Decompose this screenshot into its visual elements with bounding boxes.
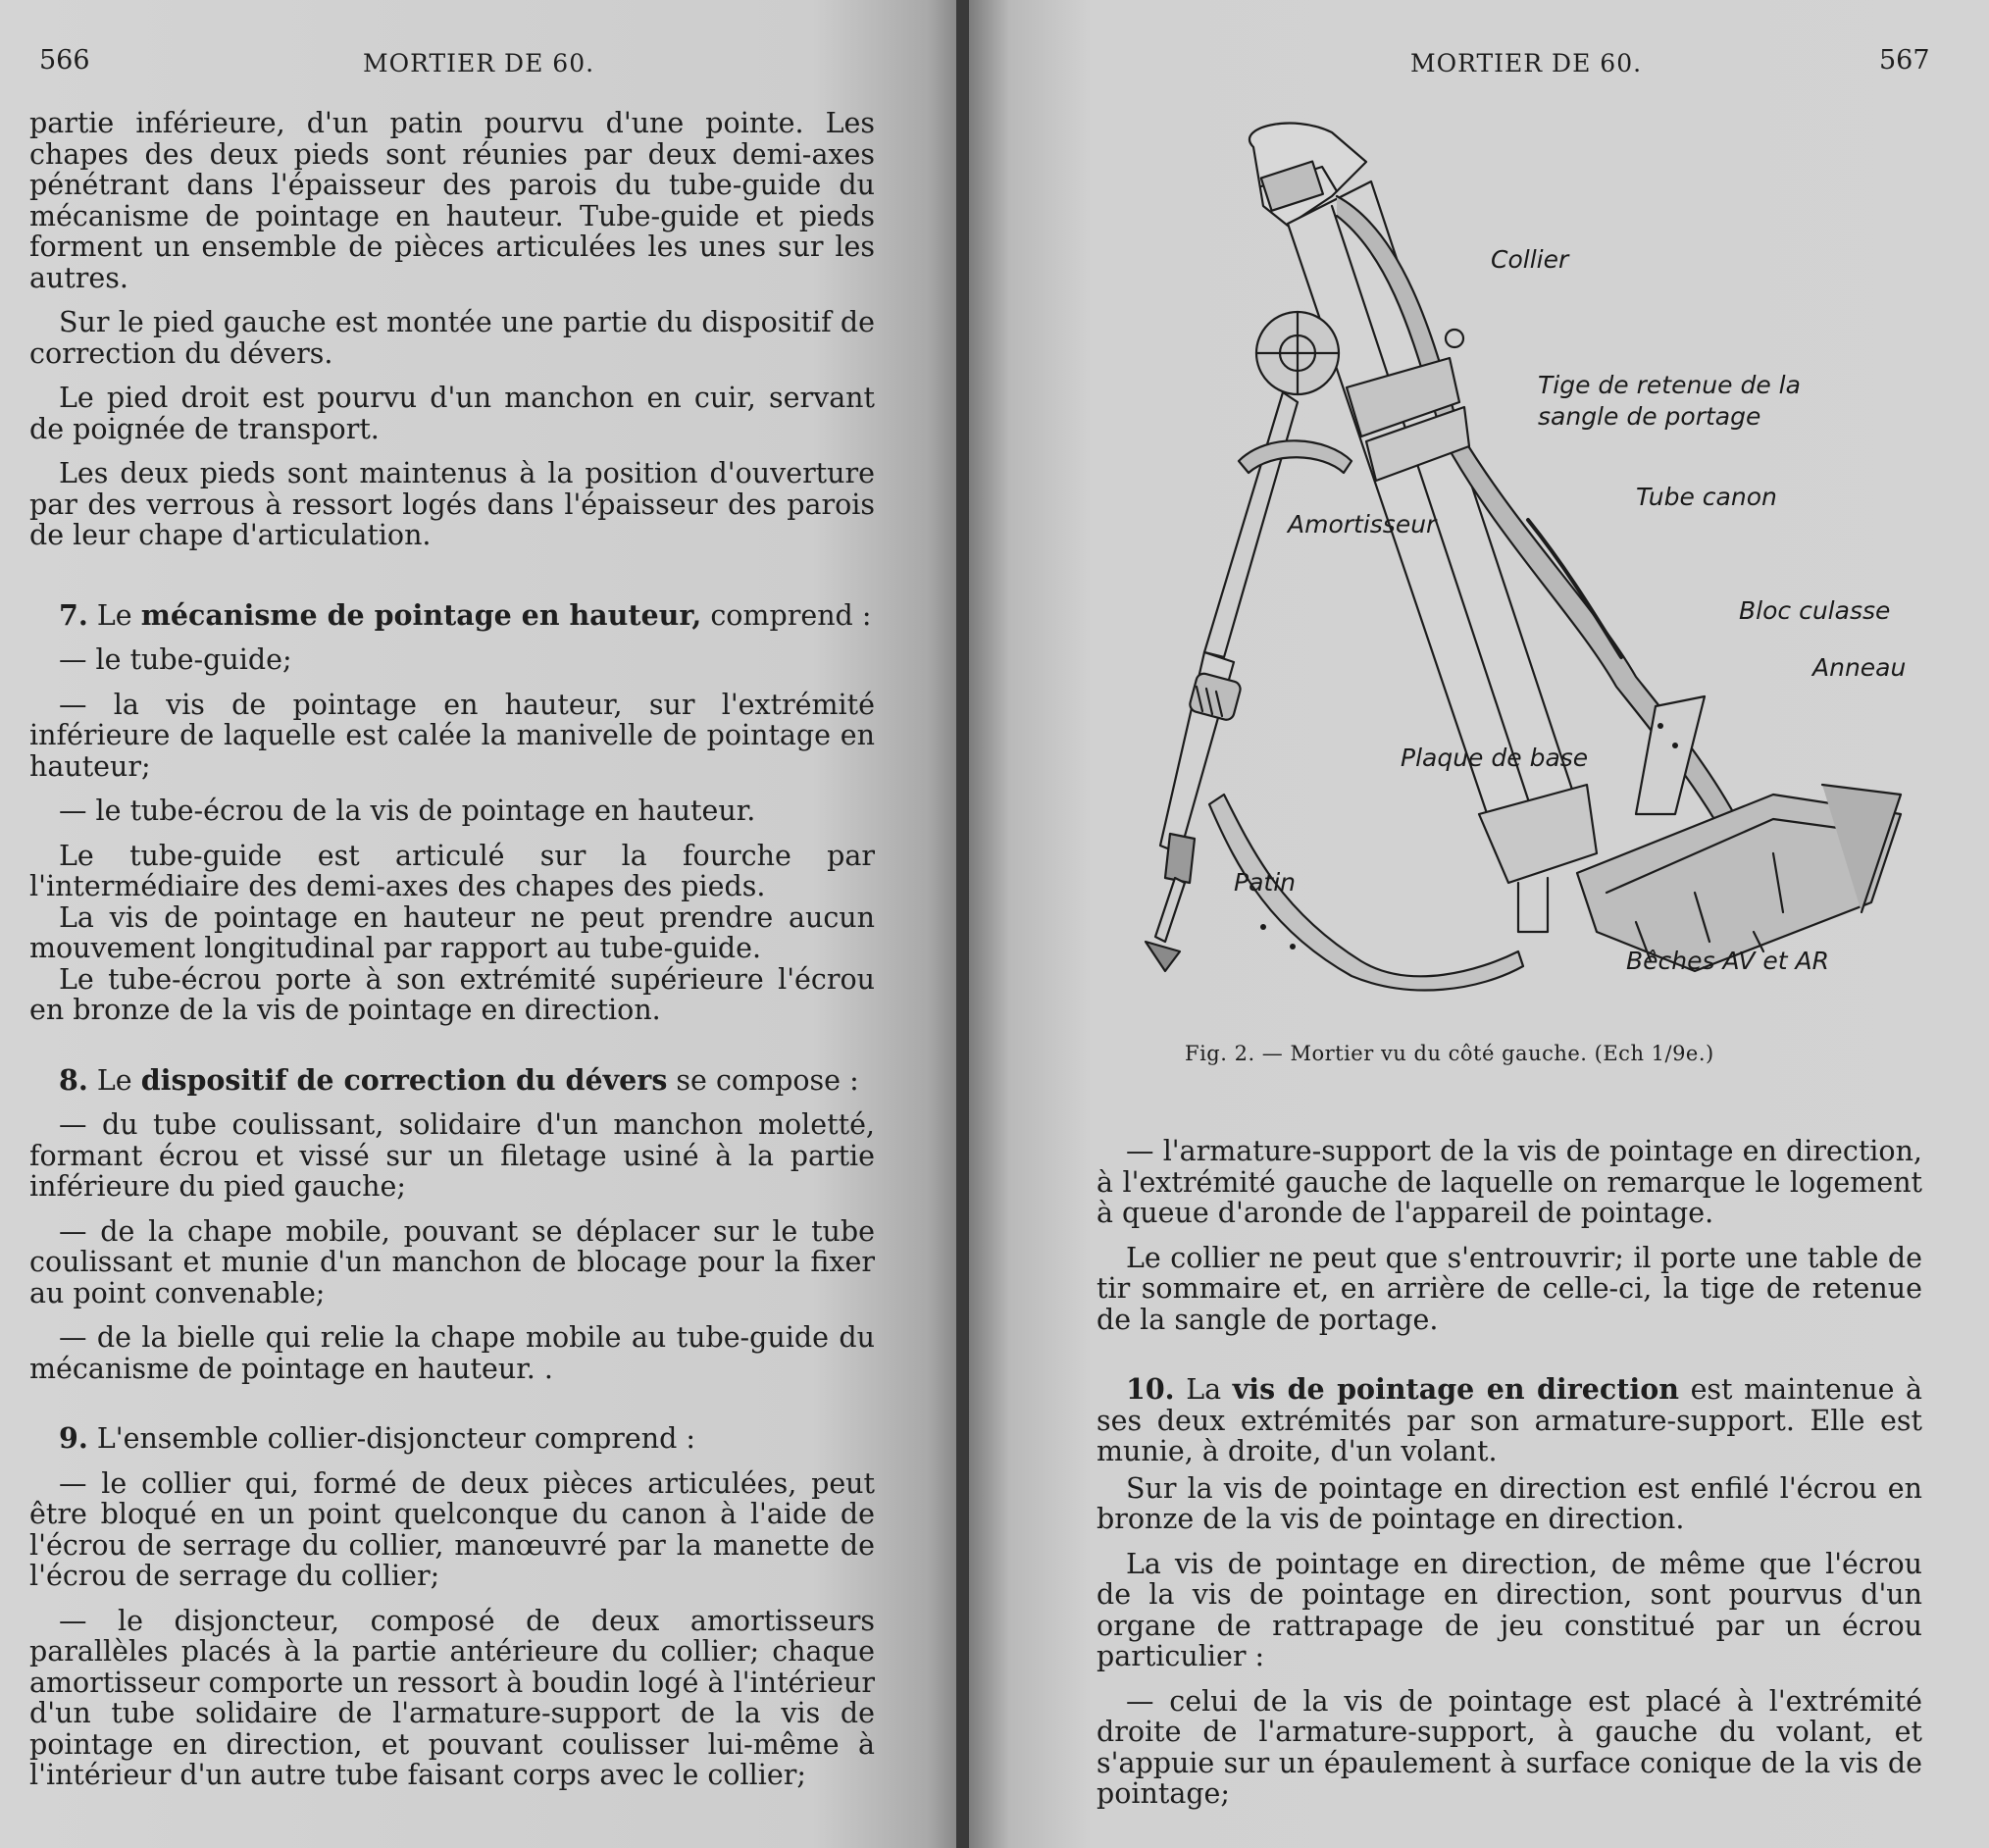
right-page [969,0,1989,1848]
section-7-para: Le tube-guide est articulé sur la fourche par l'intermédiaire des demi-axes des chapes des pieds. [29,839,875,902]
para-armature: — l'armature-support de la vis de pointage en direction, à l'extrémité gauche de laquelle on remarque le logement à queue d'aronde de l'appareil de pointage. [1096,1135,1922,1229]
section-9-item: — le disjoncteur, composé de deux amortisseurs parallèles placés à la partie antérieure du collier; chaque amortisseur comporte un ressort à boudin logé à l'intérieur d'un tube solidaire de l'armature-support de la vis de pointage en direction, et pouvant coulisser lui-même à l'intérieur d'un autre tube faisant corps avec le collier; [29,1604,875,1791]
section-9-heading: 9. L'ensemble collier-disjoncteur comprend : [59,1421,695,1455]
label-bloc-culasse: Bloc culasse [1739,596,1891,625]
book-gutter [956,0,969,1848]
section-10-para: — celui de la vis de pointage est placé à l'extrémité droite de l'armature-support, à gauche du volant, et s'appuie sur un épaulement à surface conique de la vis de pointage; [1096,1684,1922,1810]
section-7-item: — le tube-écrou de la vis de pointage en hauteur. [59,795,756,827]
para-verrous: Les deux pieds sont maintenus à la position d'ouverture par des verrous à ressort logés dans l'épaisseur des parois de leur chape d'articulation. [29,457,875,551]
para-pied-droit: Le pied droit est pourvu d'un manchon en cuir, servant de poignée de transport. [29,382,875,445]
section-8-item: — de la bielle qui relie la chape mobile au tube-guide du mécanisme de pointage en hauteur. . [29,1321,875,1385]
section-7-item: — la vis de pointage en hauteur, sur l'extrémité inférieure de laquelle est calée la manivelle de pointage en hauteur; [29,688,875,783]
section-10-heading: 10. La vis de pointage en direction est maintenue à ses deux extrémités par son armature-support. Elle est munie, à droite, d'un volant. [1096,1372,1923,1467]
para-pied-gauche: Sur le pied gauche est montée une partie du dispositif de correction du dévers. [29,306,875,370]
label-tube-canon: Tube canon [1636,483,1777,511]
para-intro: partie inférieure, d'un patin pourvu d'une pointe. Les chapes des deux pieds sont réunies par deux demi-axes pénétrant dans l'épaisseur des parois du tube-guide du mécanisme de pointage en hauteur. Tube-guide et pieds forment un ensemble de pièces articulées les unes sur les autres. [29,107,875,294]
label-tige-2: sangle de portage [1538,402,1761,431]
section-7-para: Le tube-écrou porte à son extrémité supérieure l'écrou en bronze de la vis de pointage en direction. [29,962,875,1026]
page-number-left: 566 [39,45,90,76]
section-7-heading: 7. Le mécanisme de pointage en hauteur, comprend : [59,597,872,632]
right-text-column [1096,1136,1922,1823]
figure-caption: Fig. 2. — Mortier vu du côté gauche. (Ech 1/9e.) [1185,1042,1714,1065]
label-plaque-de-base: Plaque de base [1401,744,1589,772]
left-page [0,0,956,1848]
left-text-column [29,108,875,1805]
running-head-right: MORTIER DE 60. [1410,49,1643,77]
mortar-figure [1087,108,1930,1020]
section-7-item: — le tube-guide; [59,643,292,676]
section-8-item: — de la chape mobile, pouvant se déplacer sur le tube coulissant et munie d'un manchon de blocage pour la fixer au point convenable; [29,1214,875,1309]
page-number-right: 567 [1879,45,1930,76]
label-tige: Tige de retenue de la [1538,371,1801,399]
label-collier: Collier [1491,245,1569,274]
label-anneau: Anneau [1812,653,1907,682]
running-head-left: MORTIER DE 60. [363,49,595,77]
label-beches: Bêches AV et AR [1626,947,1829,975]
para-collier: Le collier ne peut que s'entrouvrir; il porte une table de tir sommaire et, en arrière de celle-ci, la tige de retenue de la sangle de portage. [1096,1241,1922,1336]
section-9-item: — le collier qui, formé de deux pièces articulées, peut être bloqué en un point quelconque du canon à l'aide de l'écrou de serrage du collier, manœuvré par la manette de l'écrou de serrage du collier; [29,1466,875,1592]
section-10-para: Sur la vis de pointage en direction est enfilé l'écrou en bronze de la vis de pointage en direction. [1096,1471,1922,1535]
label-amortisseur: Amortisseur [1288,510,1437,539]
section-7-para: La vis de pointage en hauteur ne peut prendre aucun mouvement longitudinal par rapport au tube-guide. [29,900,875,964]
section-8-heading: 8. Le dispositif de correction du dévers se compose : [59,1062,859,1097]
section-8-item: — du tube coulissant, solidaire d'un manchon moletté, formant écrou et vissé sur un filetage usiné à la partie inférieure du pied gauche; [29,1108,875,1203]
label-patin: Patin [1234,868,1296,897]
section-10-para: La vis de pointage en direction, de même que l'écrou de la vis de pointage en direction, sont pourvus d'un organe de rattrapage de jeu constitué par un écrou particulier : [1096,1547,1922,1672]
